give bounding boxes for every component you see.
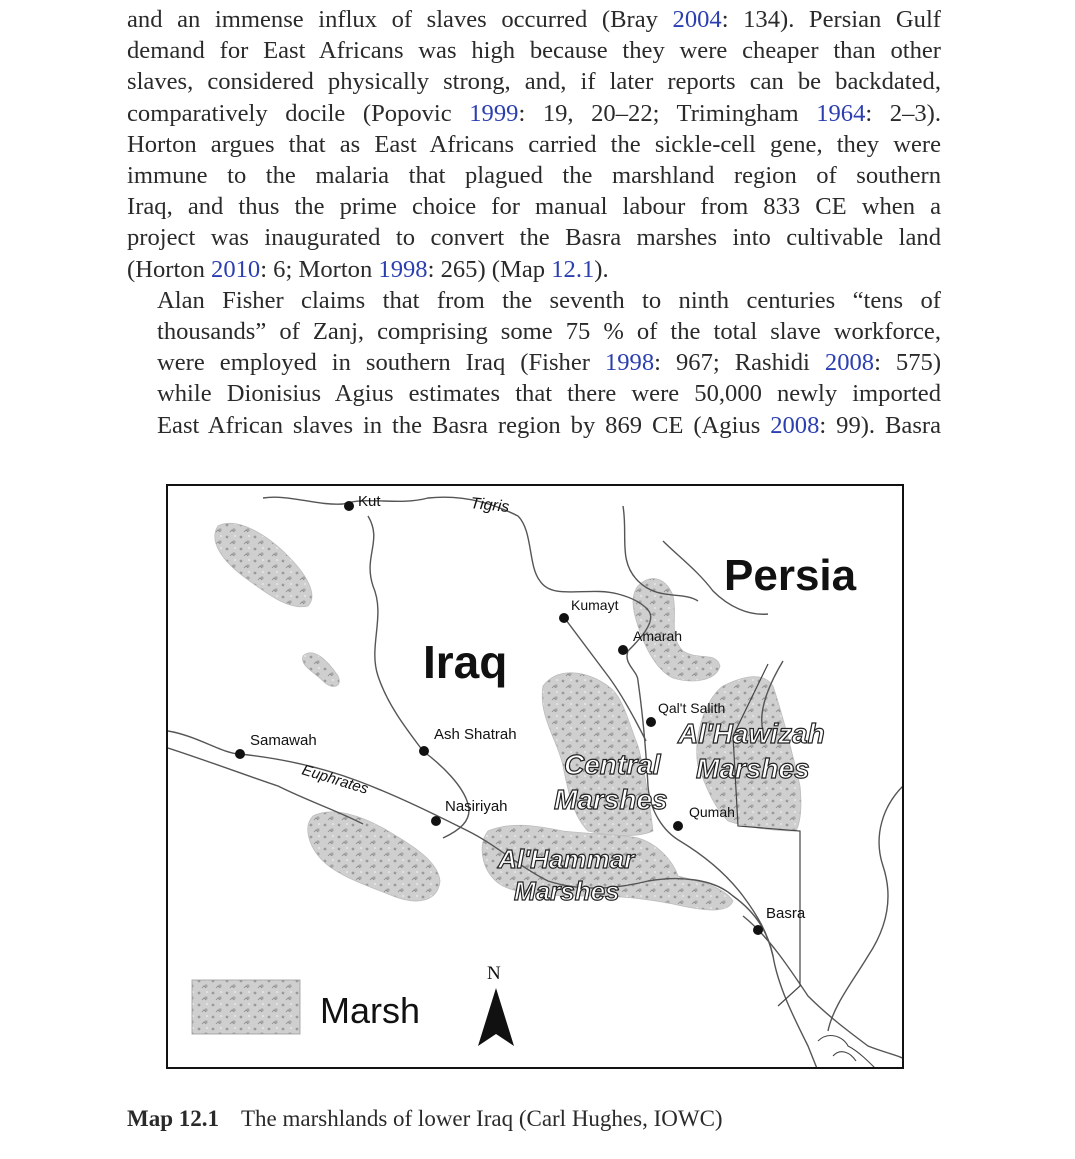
text-span: ). [594,255,609,283]
caption-text: The marshlands of lower Iraq (Carl Hughes, IOWC) [241,1106,723,1131]
text-span: and an immense influx of slaves occurred (Bray [127,6,673,33]
karun-river [828,786,903,1031]
citation-link[interactable]: 1998 [378,255,428,283]
samawah-dot [235,749,245,759]
al-hammar-label: Al'Hammar [498,844,635,874]
map-svg [168,486,904,1069]
marsh-small-island [303,653,340,687]
figure-caption [127,1106,723,1132]
text-line: slaves, considered physically strong, and, if later reports can be backdated, [127,68,941,96]
citation-link[interactable]: 2010 [211,255,261,283]
kumayt-dot [559,613,569,623]
nasiriyah-label: Nasiriyah [445,798,508,815]
shatt-channel [423,751,469,838]
text-line: project was inaugurated to convert the Basra marshes into cultivable land [127,224,941,252]
citation-link[interactable]: 1999 [469,99,519,127]
text-span: : 2–3). [865,99,942,127]
text-line: immune to the malaria that plagued the marshland region of southern [127,162,941,190]
text-span: : 265) (Map [427,255,552,283]
text-span: comparatively docile (Popovic [127,99,470,127]
text-span: (Horton [127,255,212,283]
legend-marsh-swatch [192,980,300,1034]
text-line: Alan Fisher claims that from the seventh to ninth centuries “tens of [157,286,941,314]
body-text [127,4,941,441]
marsh-northwest [215,523,312,606]
map-legend [192,963,514,1046]
text-span: East African slaves in the Basra region by 869 CE (Agius [157,411,771,439]
text-span: : 6; Morton [260,255,379,283]
tigris-label: Tigris [469,495,511,517]
text-line [127,410,941,441]
text-span: : 967; Rashidi [654,349,825,377]
kumayt-label: Kumayt [571,597,619,613]
citation-link[interactable]: 1964 [816,99,866,127]
basra-label: Basra [766,905,806,922]
text-line: while Dionisius Agius estimates that there were 50,000 newly imported [157,380,941,408]
kut-dot [344,501,354,511]
paragraph-1 [127,4,941,285]
kut-label: Kut [358,493,381,510]
qalat-salith-dot [646,717,656,727]
text-line [127,4,941,35]
qalat-salith-label: Qal't Salith [658,700,726,716]
north-arrow-icon [478,988,514,1046]
hammar-marshes-label: Marshes [514,876,620,906]
citation-link[interactable]: 1998 [604,349,655,377]
al-hawizah-label: Al'Hawizah [678,718,825,749]
nasiriyah-dot [431,816,441,826]
qumah-label: Qumah [689,804,735,820]
iraq-label: Iraq [423,636,508,688]
amarah-dot [618,645,628,655]
paragraph-2 [127,285,941,441]
euphrates-label: Euphrates [299,761,371,798]
text-line: thousands” of Zanj, comprising some 75 % of the total slave workforce, [157,318,941,346]
text-line: demand for East Africans was high because they were cheaper than other [127,37,941,65]
euphrates-river [168,731,773,956]
amarah-label: Amarah [633,628,683,644]
gharraf-river [368,516,423,751]
persia-label: Persia [724,551,857,600]
text-line: Horton argues that as East Africans carried the sickle-cell gene, they were [127,130,941,158]
text-span: : 99). Basra [819,411,941,439]
citation-link[interactable]: 2004 [672,6,722,33]
text-line [127,347,941,378]
north-label: N [487,963,501,984]
text-line [127,98,941,129]
marsh-southwest [308,812,440,901]
qumah-dot [673,821,683,831]
text-span: : 134). Persian Gulf [721,6,941,33]
ash-shatrah-label: Ash Shatrah [434,726,517,743]
samawah-label: Samawah [250,732,317,749]
ash-shatrah-dot [419,746,429,756]
central-label: Central [564,749,661,780]
text-line [127,254,941,285]
legend-marsh-label: Marsh [320,990,421,1031]
text-span: were employed in southern Iraq (Fisher [157,349,605,377]
citation-link[interactable]: 2008 [824,349,875,377]
hawizah-marshes-label: Marshes [696,753,810,784]
basra-dot [753,925,763,935]
map-figure [166,484,904,1069]
text-span: : 575) [874,349,942,377]
caption-number: Map 12.1 [127,1106,219,1131]
citation-link[interactable]: 2008 [770,411,820,439]
central-marshes-label: Marshes [554,784,668,815]
map-link[interactable]: 12.1 [551,255,595,283]
text-span: : 19, 20–22; Trimingham [518,99,817,127]
text-line: Iraq, and thus the prime choice for manual labour from 833 CE when a [127,193,941,221]
bay-detail [818,1036,878,1069]
